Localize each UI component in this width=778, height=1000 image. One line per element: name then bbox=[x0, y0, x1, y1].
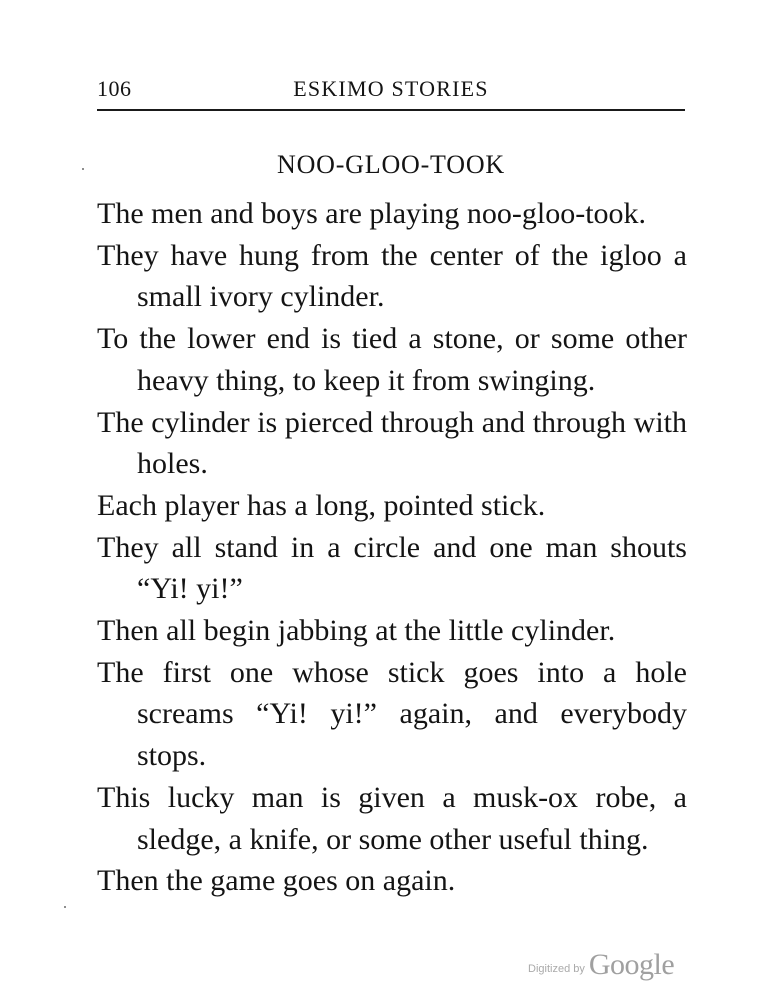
paragraph: The cylinder is pierced through and through with holes. bbox=[97, 405, 687, 481]
scan-speck bbox=[82, 168, 84, 170]
section-title: NOO-GLOO-TOOK bbox=[277, 150, 505, 179]
paragraph: Then all begin jabbing at the little cylinder. bbox=[97, 614, 616, 648]
header-rule bbox=[97, 109, 685, 111]
paragraph: They all stand in a circle and one man shouts “Yi! yi!” bbox=[97, 530, 687, 606]
paragraph: The men and boys are playing noo-gloo-took. bbox=[97, 197, 647, 230]
digitized-label: Digitized by bbox=[528, 963, 585, 975]
paragraph: The first one whose stick goes into a hole screams “Yi! yi!” again, and everybody stops. bbox=[97, 655, 687, 773]
paragraph: They have hung from the center of the igloo a small ivory cylinder. bbox=[97, 238, 687, 314]
paragraph: Then the game goes on again. bbox=[97, 864, 456, 898]
scan-speck bbox=[64, 906, 66, 908]
digitized-by-watermark bbox=[528, 948, 674, 982]
story-body bbox=[97, 193, 687, 902]
running-title: ESKIMO STORIES bbox=[293, 76, 489, 101]
page-header bbox=[97, 76, 685, 106]
page-number: 106 bbox=[97, 76, 132, 101]
paragraph: To the lower end is tied a stone, or some other heavy thing, to keep it from swinging. bbox=[97, 322, 687, 397]
google-logo: Google bbox=[588, 948, 675, 981]
paragraph: Each player has a long, pointed stick. bbox=[97, 488, 546, 522]
paragraph: This lucky man is given a musk-ox robe, a sledge, a knife, or some other useful thing. bbox=[97, 780, 687, 856]
